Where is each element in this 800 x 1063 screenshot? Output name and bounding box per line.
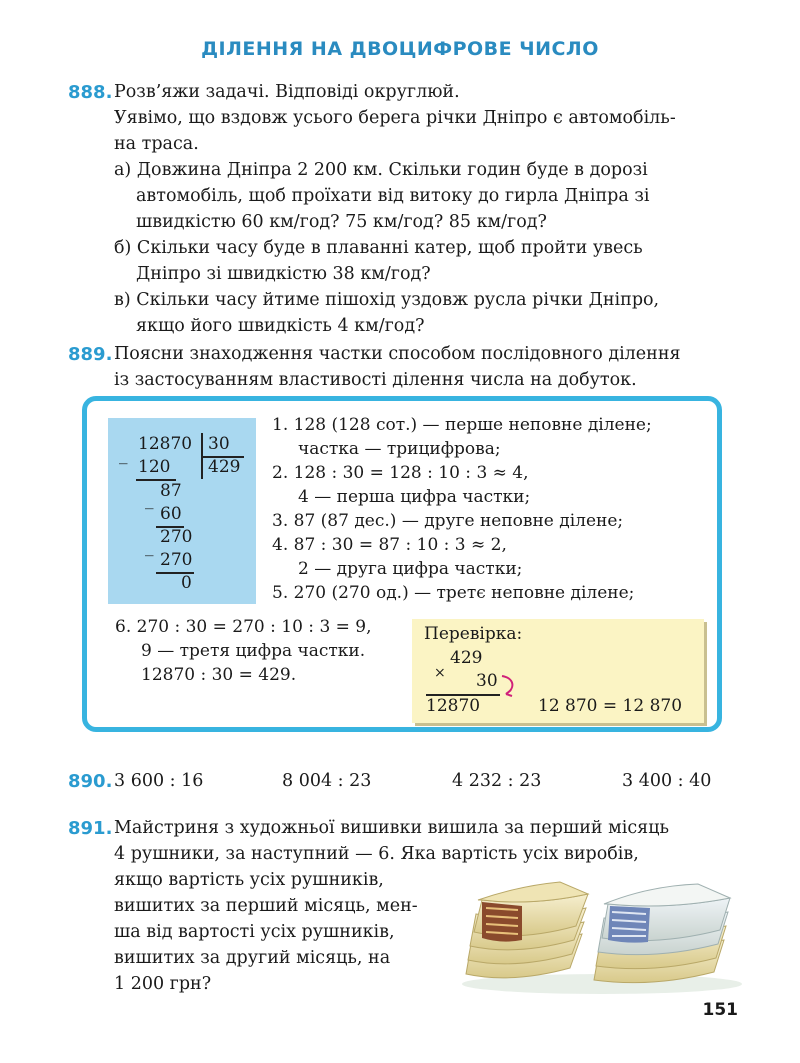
text-line: автомобіль, щоб проїхати від витоку до гирла Дніпра зі (136, 186, 650, 206)
text-line: 4 рушники, за наступний — 6. Яка вартість усіх виробів, (114, 844, 639, 864)
text-line: вишитих за перший місяць, мен- (114, 896, 418, 916)
division-task: 3 400 : 40 (622, 771, 712, 791)
exercise-number: 891. (68, 818, 113, 839)
text-line: Розв’яжи задачі. Відповіді округлюй. (114, 82, 460, 102)
page-title: ДІЛЕННЯ НА ДВОЦИФРОВЕ ЧИСЛО (201, 38, 599, 60)
exercise-number: 890. (68, 771, 113, 792)
step-line: 5. 270 (270 од.) — третє неповне ділене; (272, 583, 635, 603)
towel-stack-right (594, 884, 730, 983)
text-line: Дніпро зі швидкістю 38 км/год? (136, 264, 431, 284)
embroidered-towels-illustration (452, 856, 748, 996)
text-line: вишитих за другий місяць, на (114, 948, 391, 968)
minus-sign: _ (119, 445, 128, 465)
page-number: 151 (702, 1000, 738, 1020)
step-line: 12870 : 30 = 429. (141, 665, 297, 685)
times-sign: × (434, 665, 446, 681)
division-task: 8 004 : 23 (282, 771, 372, 791)
division-task: 3 600 : 16 (114, 771, 204, 791)
divisor: 30 (208, 434, 230, 454)
step-line: 1. 128 (128 сот.) — перше неповне ділене; (272, 415, 652, 435)
text-line: б) Скільки часу буде в плаванні катер, щоб пройти увесь (114, 238, 643, 258)
minus-sign: _ (145, 490, 154, 510)
dividend: 12870 (138, 434, 193, 454)
minus-sign: _ (145, 537, 154, 557)
text-line: а) Довжина Дніпра 2 200 км. Скільки годин буде в дорозі (114, 160, 648, 180)
step-line: 9 — третя цифра частки. (141, 641, 366, 661)
text-line: якщо його швидкість 4 км/год? (136, 316, 425, 336)
final-remainder: 0 (181, 573, 192, 593)
carry-arrow-icon (498, 674, 520, 700)
multiplicand: 429 (450, 648, 483, 668)
exercise-number: 888. (68, 82, 113, 103)
step-line: 4 — перша цифра частки; (298, 487, 531, 507)
text-line: Уявімо, що вздовж усього берега річки Дніпро є автомобіль- (114, 108, 676, 128)
step-line: 4. 87 : 30 = 87 : 10 : 3 ≈ 2, (272, 535, 507, 555)
multiplier: 30 (476, 671, 498, 691)
text-line: ша від вартості усіх рушників, (114, 922, 395, 942)
text-line: Поясни знаходження частки способом послідовного ділення (114, 344, 681, 364)
text-line: в) Скільки часу йтиме пішохід уздовж русла річки Дніпро, (114, 290, 660, 310)
towel-stack-left (466, 882, 588, 978)
subtrahend: 270 (160, 550, 193, 570)
division-task: 4 232 : 23 (452, 771, 542, 791)
text-line: на траса. (114, 134, 199, 154)
check-equality: 12 870 = 12 870 (538, 696, 683, 716)
text-line: 1 200 грн? (114, 974, 212, 994)
text-line: із застосуванням властивості ділення числа на добуток. (114, 370, 637, 390)
text-line: якщо вартість усіх рушників, (114, 870, 384, 890)
remainder: 87 (160, 481, 182, 501)
subtrahend: 120 (138, 457, 171, 477)
check-title: Перевірка: (424, 624, 523, 644)
remainder: 270 (160, 527, 193, 547)
quotient: 429 (208, 457, 241, 477)
step-line: 6. 270 : 30 = 270 : 10 : 3 = 9, (115, 617, 372, 637)
step-line: 3. 87 (87 дес.) — друге неповне ділене; (272, 511, 624, 531)
exercise-number: 889. (68, 344, 113, 365)
text-line: швидкістю 60 км/год? 75 км/год? 85 км/год? (136, 212, 547, 232)
subtrahend: 60 (160, 504, 182, 524)
product: 12870 (426, 696, 481, 716)
text-line: Майстриня з художньої вишивки вишила за перший місяць (114, 818, 669, 838)
step-line: 2. 128 : 30 = 128 : 10 : 3 ≈ 4, (272, 463, 529, 483)
step-line: 2 — друга цифра частки; (298, 559, 523, 579)
step-line: частка — трицифрова; (298, 439, 501, 459)
